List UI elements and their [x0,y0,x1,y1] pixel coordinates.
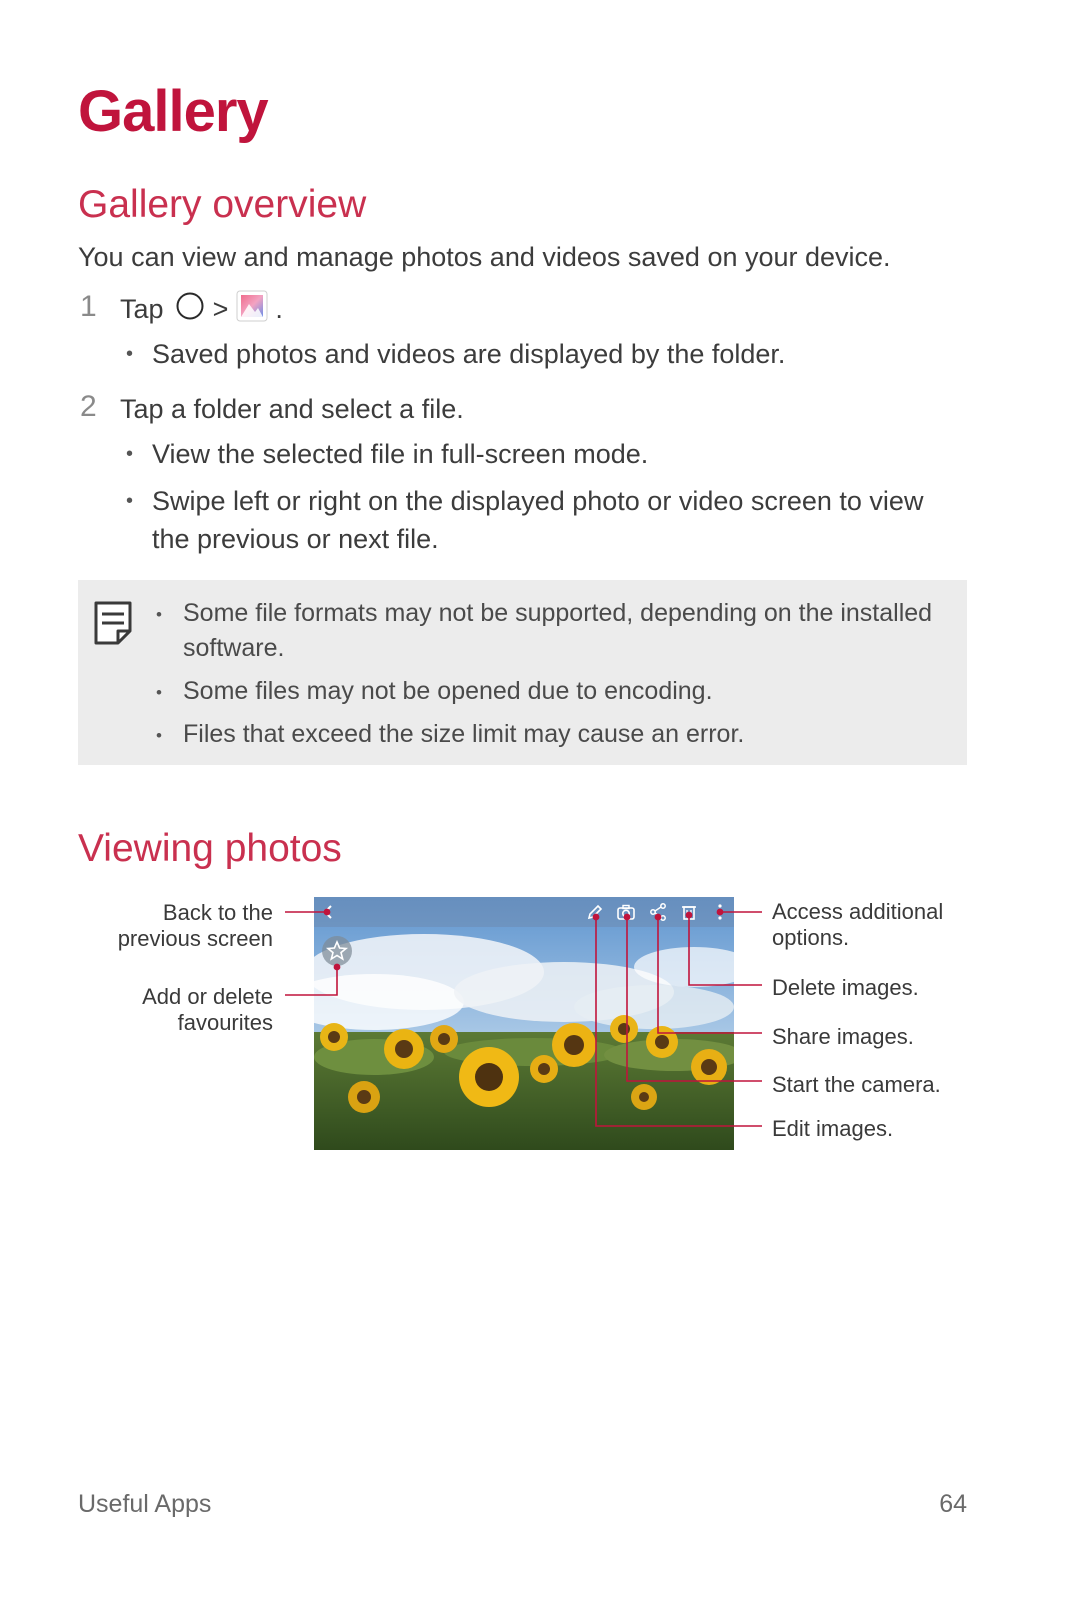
callout-delete: Delete images. [772,975,919,1000]
callout-more-options [772,899,943,951]
callout-more-options-line-1: Access additional [772,899,944,924]
bullet: • [156,605,162,624]
step-2-bullet-1: View the selected file in full-screen mode. [152,439,649,469]
footer-page-number: 64 [939,1490,967,1518]
bullet: • [126,443,134,465]
step-number: 2 [80,390,97,423]
bullet: • [156,683,162,702]
step-1-separator: > [212,294,229,325]
bullet: • [126,343,134,365]
step-number: 1 [80,290,97,323]
step-1-bullet: Saved photos and videos are displayed by the folder. [152,339,786,369]
section-heading-viewing-photos: Viewing photos [78,827,342,870]
section-heading-gallery-overview: Gallery overview [78,183,367,226]
note-line-2: Some files may not be opened due to encoding. [183,677,713,705]
page-title: Gallery [78,79,268,144]
note-line-3: Files that exceed the size limit may cause an error. [183,720,745,748]
step-2-bullet-2-line-2: the previous or next file. [152,524,439,554]
step-2-text: Tap a folder and select a file. [120,394,464,424]
step-2-bullet-2-line-1: Swipe left or right on the displayed photo or video screen to view [152,486,924,516]
callout-favourites-line-1: Add or delete [142,984,273,1009]
step-1-period: . [275,294,283,325]
callout-share: Share images. [772,1024,914,1049]
callout-back-line-2: previous screen [117,926,273,951]
intro-text: You can view and manage photos and videos saved on your device. [78,242,891,272]
note-line-1-cont: software. [183,634,285,662]
callout-favourites-line-2: favourites [177,1010,273,1035]
footer-section-name: Useful Apps [78,1490,212,1518]
callout-edit: Edit images. [772,1116,894,1141]
step-1-tap-label: Tap [120,294,164,325]
callout-camera: Start the camera. [772,1072,941,1097]
note-line-1: Some file formats may not be supported, depending on the installed [183,599,933,627]
bullet: • [126,490,134,512]
callout-more-options-line-2: options. [772,925,850,950]
callout-back-line-1: Back to the [162,900,273,925]
bullet: • [156,726,162,745]
